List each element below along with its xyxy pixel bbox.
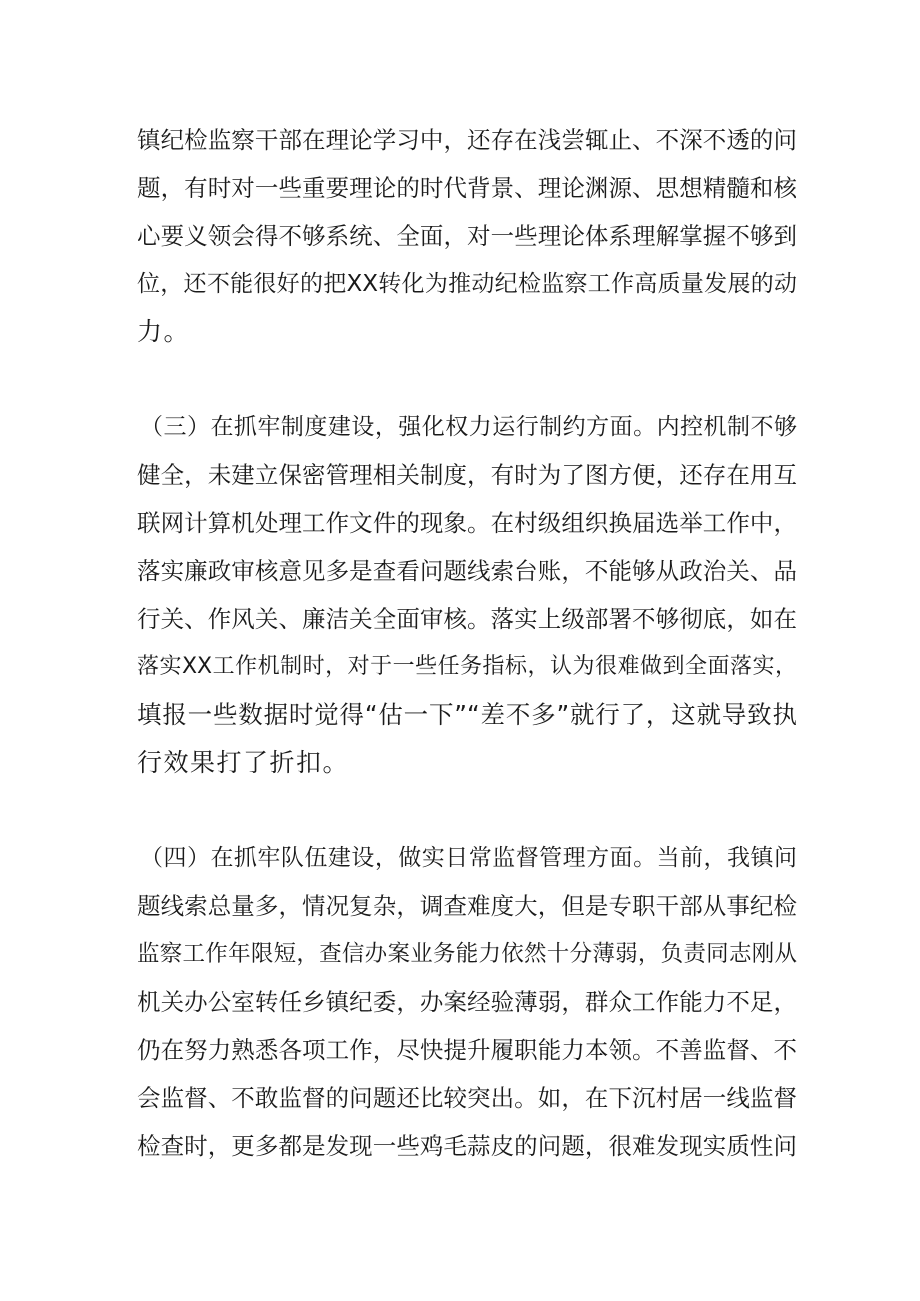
text-line: 机关办公室转任乡镇纪委，办案经验薄弱，群众工作能力不足，	[137, 988, 797, 1016]
text-line: 心要义领会得不够系统、全面，对一些理论体系理解掌握不够到	[137, 222, 797, 250]
section-heading-line: （三）在抓牢制度建设，强化权力运行制约方面。内控机制不够	[140, 414, 797, 440]
text-line: 镇纪检监察干部在理论学习中，还存在浅尝辄止、不深不透的问	[137, 126, 797, 154]
text-line: 仍在努力熟悉各项工作，尽快提升履职能力本领。不善监督、不	[137, 1036, 797, 1064]
text-line: 行效果打了折扣。	[137, 748, 350, 777]
text-line: 行关、作风关、廉洁关全面审核。落实上级部署不够彻底，如在	[137, 605, 797, 633]
text-line: 落实XX工作机制时，对于一些任务指标，认为很难做到全面落实，	[137, 654, 797, 679]
text-line: 会监督、不敢监督的问题还比较突出。如，在下沉村居一线监督	[137, 1084, 797, 1112]
text-line: 落实廉政审核意见多是查看问题线索台账，不能够从政治关、品	[137, 557, 797, 585]
text-line: 监察工作年限短，查信办案业务能力依然十分薄弱，负责同志刚从	[137, 941, 797, 967]
text-line: 位，还不能很好的把XX转化为推动纪检监察工作高质量发展的动	[137, 271, 797, 297]
text-line: 力。	[137, 317, 191, 346]
text-line: 健全，未建立保密管理相关制度，有时为了图方便，还存在用互	[137, 461, 797, 489]
text-line: 题，有时对一些重要理论的时代背景、理论渊源、思想精髓和核	[137, 174, 797, 202]
text-line: 联网计算机处理工作文件的现象。在村级组织换届选举工作中，	[137, 509, 797, 537]
text-line: 检查时，更多都是发现一些鸡毛蒜皮的问题，很难发现实质性问	[137, 1132, 797, 1160]
section-heading-line: （四）在抓牢队伍建设，做实日常监督管理方面。当前，我镇问	[140, 845, 797, 871]
text-line: 题线索总量多，情况复杂，调查难度大，但是专职干部从事纪检	[137, 892, 797, 920]
text-line: 填报一些数据时觉得“估一下”“差不多”就行了，这就导致执	[137, 700, 797, 729]
